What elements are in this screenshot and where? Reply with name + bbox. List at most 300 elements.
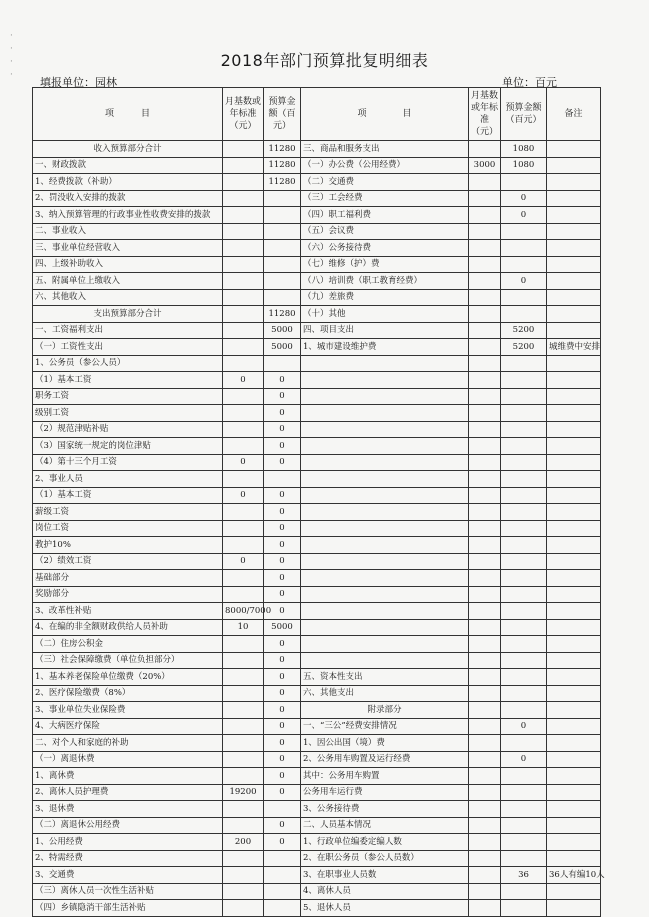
row-item-left: （四）乡镇隐消干部生活补贴 [33,900,223,917]
row-monthly-left: 200 [223,834,264,851]
row-monthly-right [469,339,501,356]
row-monthly-left [223,900,264,917]
row-amount-left: 0 [264,768,301,785]
table-row [33,669,601,686]
row-note [547,751,601,768]
row-item-left: （一）工资性支出 [33,339,223,356]
row-item-left: （2）规范津贴补贴 [33,421,223,438]
row-note [547,718,601,735]
row-monthly-right [469,768,501,785]
row-amount-left: 0 [264,454,301,471]
row-note [547,306,601,323]
row-item-right: 其中：公务用车购置 [301,768,469,785]
row-amount-left: 5000 [264,322,301,339]
row-amount-right [501,355,547,372]
row-amount-right [501,883,547,900]
row-item-right [301,603,469,620]
row-amount-right [501,405,547,422]
table-row [33,768,601,785]
row-item-left: 1、离休费 [33,768,223,785]
row-note [547,537,601,554]
row-monthly-right [469,735,501,752]
currency-unit: 单位：百元 [502,76,557,89]
row-item-left: 奖励部分 [33,586,223,603]
row-amount-right [501,636,547,653]
row-note [547,586,601,603]
row-item-left: 岗位工资 [33,520,223,537]
row-note [547,438,601,455]
row-item-left: （2）绩效工资 [33,553,223,570]
row-note: 城维费中安排 [547,339,601,356]
row-amount-right [501,174,547,191]
row-amount-left: 0 [264,586,301,603]
table-row [33,784,601,801]
row-amount-left [264,207,301,224]
row-item-left: 基础部分 [33,570,223,587]
row-monthly-right [469,306,501,323]
row-item-right [301,636,469,653]
row-amount-right [501,652,547,669]
row-amount-right [501,289,547,306]
row-amount-left: 0 [264,735,301,752]
row-monthly-right [469,322,501,339]
row-note [547,421,601,438]
row-note [547,256,601,273]
table-row [33,174,601,191]
row-item-right [301,405,469,422]
row-item-right: 1、城市建设维护费 [301,339,469,356]
row-amount-left: 11280 [264,157,301,174]
row-item-right [301,487,469,504]
row-monthly-right [469,537,501,554]
row-amount-right [501,586,547,603]
row-note [547,784,601,801]
row-monthly-left [223,586,264,603]
row-monthly-right [469,652,501,669]
table-row [33,339,601,356]
row-note [547,273,601,290]
row-monthly-right [469,273,501,290]
table-row [33,850,601,867]
table-row [33,702,601,719]
row-item-right [301,421,469,438]
row-amount-right [501,487,547,504]
row-item-right [301,438,469,455]
row-amount-left: 0 [264,504,301,521]
row-note [547,454,601,471]
row-note [547,471,601,488]
row-note [547,289,601,306]
row-monthly-right [469,520,501,537]
row-monthly-left [223,256,264,273]
row-monthly-left [223,850,264,867]
row-monthly-left [223,768,264,785]
row-amount-left: 0 [264,388,301,405]
row-item-left: （三）社会保障缴费（单位负担部分） [33,652,223,669]
row-item-left: （三）离休人员一次性生活补贴 [33,883,223,900]
row-monthly-left [223,388,264,405]
header-item-right: 项 目 [301,88,469,141]
row-item-left: 支出预算部分合计 [33,306,223,323]
row-monthly-right: 3000 [469,157,501,174]
row-monthly-right [469,867,501,884]
row-monthly-right [469,256,501,273]
row-amount-left: 11280 [264,141,301,158]
row-item-right [301,504,469,521]
row-amount-left: 0 [264,834,301,851]
row-monthly-right [469,471,501,488]
row-monthly-right [469,240,501,257]
row-amount-left: 0 [264,636,301,653]
row-item-right: （十）其他 [301,306,469,323]
row-item-left: （1）基本工资 [33,487,223,504]
row-monthly-left [223,273,264,290]
row-monthly-right [469,190,501,207]
table-row [33,900,601,917]
table-row [33,504,601,521]
row-amount-left [264,240,301,257]
row-amount-right [501,553,547,570]
row-item-left: 4、大病医疗保险 [33,718,223,735]
row-monthly-right [469,570,501,587]
row-amount-left: 0 [264,405,301,422]
table-row [33,471,601,488]
row-note [547,372,601,389]
row-amount-left [264,900,301,917]
row-item-left: 五、附属单位上缴收入 [33,273,223,290]
row-item-left: 级别工资 [33,405,223,422]
row-amount-left: 0 [264,718,301,735]
row-monthly-left [223,685,264,702]
row-amount-left: 11280 [264,174,301,191]
row-monthly-left [223,240,264,257]
row-monthly-left [223,141,264,158]
row-note [547,834,601,851]
row-note [547,174,601,191]
scan-marks: · · · · [10,31,13,80]
row-note [547,801,601,818]
row-amount-left: 0 [264,702,301,719]
table-row [33,834,601,851]
row-item-right: （六）公务接待费 [301,240,469,257]
row-item-right: （八）培训费（职工教育经费） [301,273,469,290]
row-item-right: 2、在职公务员（参公人员数） [301,850,469,867]
row-note [547,157,601,174]
row-item-left: 4、在编的非全额财政供给人员补助 [33,619,223,636]
table-row [33,817,601,834]
table-row [33,289,601,306]
row-item-left: 3、交通费 [33,867,223,884]
row-item-right [301,652,469,669]
row-monthly-left [223,537,264,554]
row-monthly-right [469,702,501,719]
row-amount-left [264,471,301,488]
row-item-right: 3、公务接待费 [301,801,469,818]
row-item-left: 职务工资 [33,388,223,405]
row-monthly-right [469,487,501,504]
table-row [33,223,601,240]
row-monthly-right [469,718,501,735]
row-amount-left: 0 [264,438,301,455]
row-amount-left [264,190,301,207]
table-row [33,421,601,438]
row-amount-right [501,421,547,438]
row-amount-left [264,801,301,818]
row-note [547,405,601,422]
row-item-right: 二、人员基本情况 [301,817,469,834]
row-item-left: 二、对个人和家庭的补助 [33,735,223,752]
row-item-right: （一）办公费（公用经费） [301,157,469,174]
row-amount-left: 0 [264,487,301,504]
table-row [33,273,601,290]
row-monthly-right [469,669,501,686]
row-item-left: 2、离休人员护理费 [33,784,223,801]
table-header [33,88,601,141]
row-monthly-right [469,586,501,603]
row-item-left: 3、事业单位失业保险费 [33,702,223,719]
row-amount-right [501,372,547,389]
row-note [547,322,601,339]
row-item-right [301,619,469,636]
row-note [547,141,601,158]
table-row [33,553,601,570]
row-amount-left: 5000 [264,339,301,356]
table-row [33,570,601,587]
row-note [547,850,601,867]
row-amount-right [501,454,547,471]
row-item-right: （三）工会经费 [301,190,469,207]
row-item-right: 六、其他支出 [301,685,469,702]
row-monthly-left [223,438,264,455]
row-monthly-right [469,223,501,240]
row-monthly-right [469,685,501,702]
row-note [547,817,601,834]
row-item-right [301,355,469,372]
row-item-left: 一、工资福利支出 [33,322,223,339]
row-amount-right: 0 [501,273,547,290]
row-amount-right [501,256,547,273]
row-amount-right [501,817,547,834]
row-monthly-left: 0 [223,553,264,570]
row-amount-right [501,438,547,455]
row-amount-left [264,223,301,240]
row-item-right [301,553,469,570]
row-note [547,900,601,917]
table-row [33,867,601,884]
row-amount-right [501,669,547,686]
row-amount-left: 0 [264,784,301,801]
row-item-right [301,537,469,554]
row-monthly-left [223,718,264,735]
row-item-left: （4）第十三个月工资 [33,454,223,471]
row-monthly-left [223,174,264,191]
row-item-right [301,372,469,389]
row-monthly-left [223,322,264,339]
table-row [33,141,601,158]
table-row [33,586,601,603]
row-item-right: 公务用车运行费 [301,784,469,801]
row-item-left: 薪级工资 [33,504,223,521]
row-amount-left: 0 [264,570,301,587]
row-item-left: 3、改革性补贴 [33,603,223,620]
reporting-unit: 填报单位：园林 [40,76,117,89]
table-row [33,438,601,455]
row-item-right [301,520,469,537]
table-row [33,322,601,339]
table-row [33,372,601,389]
row-note [547,520,601,537]
row-note [547,669,601,686]
row-item-left: 二、事业收入 [33,223,223,240]
table-row [33,883,601,900]
row-amount-right [501,685,547,702]
row-amount-left: 0 [264,372,301,389]
row-item-left: 2、特需经费 [33,850,223,867]
row-monthly-left: 10 [223,619,264,636]
row-item-left: （3）国家统一规定的岗位津贴 [33,438,223,455]
row-amount-right: 1080 [501,157,547,174]
row-monthly-left: 19200 [223,784,264,801]
row-note [547,768,601,785]
row-monthly-left: 0 [223,454,264,471]
row-item-right [301,570,469,587]
row-monthly-right [469,405,501,422]
row-amount-left: 0 [264,669,301,686]
table-row [33,685,601,702]
row-amount-right [501,768,547,785]
row-item-left: 1、基本养老保险单位缴费（20%） [33,669,223,686]
row-monthly-left [223,652,264,669]
row-amount-left [264,355,301,372]
table-row [33,801,601,818]
row-item-right: 附录部分 [301,702,469,719]
row-monthly-left [223,702,264,719]
row-monthly-right [469,355,501,372]
row-item-right: 2、公务用车购置及运行经费 [301,751,469,768]
row-amount-right [501,223,547,240]
table-row [33,636,601,653]
row-monthly-right [469,372,501,389]
row-item-left: 3、纳入预算管理的行政事业性收费安排的拨款 [33,207,223,224]
table-row [33,735,601,752]
row-amount-right [501,603,547,620]
row-monthly-right [469,784,501,801]
row-amount-left: 0 [264,652,301,669]
row-amount-left [264,289,301,306]
row-amount-right [501,240,547,257]
row-note [547,355,601,372]
row-monthly-left: 0 [223,487,264,504]
row-monthly-right [469,801,501,818]
table-row [33,355,601,372]
row-note [547,504,601,521]
row-amount-right: 0 [501,190,547,207]
row-note [547,603,601,620]
row-item-left: 教护10% [33,537,223,554]
row-monthly-left [223,339,264,356]
row-item-right: 4、离休人员 [301,883,469,900]
row-monthly-left [223,883,264,900]
row-monthly-right [469,850,501,867]
row-note [547,619,601,636]
table-row [33,405,601,422]
row-note: 36人有编10人 [547,867,601,884]
row-monthly-left [223,355,264,372]
header-amount-right: 预算金额（百元） [501,88,547,141]
row-amount-right [501,520,547,537]
row-monthly-right [469,289,501,306]
row-monthly-right [469,883,501,900]
row-monthly-right [469,834,501,851]
row-monthly-left [223,289,264,306]
row-item-right: （四）职工福利费 [301,207,469,224]
row-item-right: 四、项目支出 [301,322,469,339]
row-monthly-left [223,504,264,521]
row-monthly-left [223,735,264,752]
row-amount-right [501,801,547,818]
row-monthly-right [469,207,501,224]
row-item-right: （九）差旅费 [301,289,469,306]
row-amount-right [501,784,547,801]
row-amount-left [264,273,301,290]
table-row [33,256,601,273]
row-item-right [301,454,469,471]
row-amount-left: 0 [264,685,301,702]
row-amount-left: 0 [264,751,301,768]
row-item-left: 一、财政拨款 [33,157,223,174]
row-item-left: 三、事业单位经营收入 [33,240,223,257]
row-item-left: 2、医疗保险缴费（8%） [33,685,223,702]
row-item-right [301,586,469,603]
row-monthly-left [223,306,264,323]
row-item-left: 四、上级补助收入 [33,256,223,273]
table-row [33,157,601,174]
row-monthly-right [469,438,501,455]
row-monthly-left [223,570,264,587]
row-monthly-right [469,421,501,438]
row-monthly-left [223,751,264,768]
row-amount-right [501,735,547,752]
row-monthly-left [223,520,264,537]
row-amount-right [501,834,547,851]
table-row [33,520,601,537]
table-row [33,487,601,504]
row-amount-right [501,570,547,587]
row-amount-right [501,850,547,867]
row-amount-right: 0 [501,718,547,735]
header-monthly: 月基数或年标准（元） [223,88,264,141]
table-row [33,603,601,620]
row-item-left: 2、事业人员 [33,471,223,488]
table-row [33,652,601,669]
row-monthly-right [469,141,501,158]
row-item-left: 1、经费拨款（补助） [33,174,223,191]
row-monthly-left [223,223,264,240]
row-amount-right [501,702,547,719]
row-amount-left: 0 [264,817,301,834]
row-note [547,553,601,570]
row-item-right: （七）维修（护）费 [301,256,469,273]
row-item-left: （1）基本工资 [33,372,223,389]
row-note [547,223,601,240]
row-amount-right: 36 [501,867,547,884]
row-monthly-left [223,405,264,422]
row-monthly-right [469,817,501,834]
row-item-left: 1、公务员（参公人员） [33,355,223,372]
row-amount-right: 0 [501,751,547,768]
row-item-left: 1、公用经费 [33,834,223,851]
row-item-right: 三、商品和服务支出 [301,141,469,158]
